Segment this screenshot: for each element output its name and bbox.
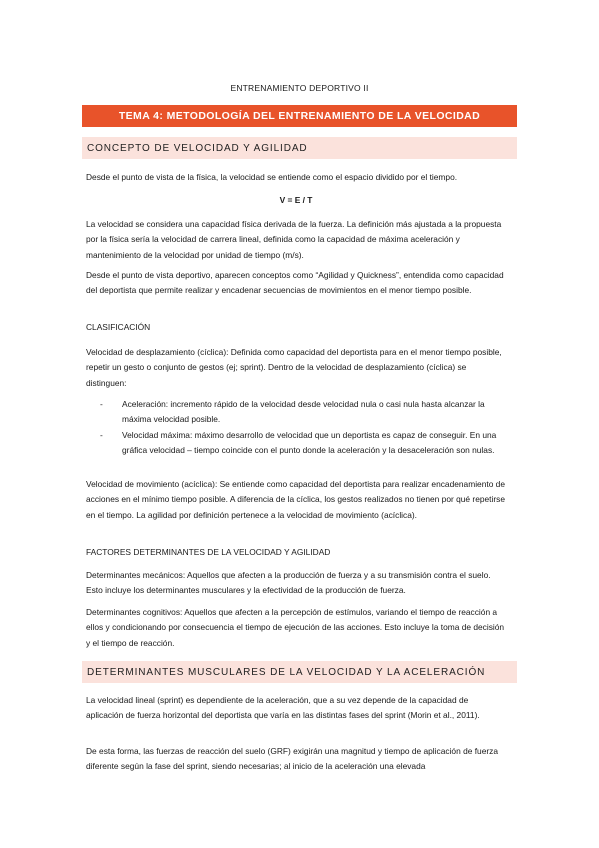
topic-title: TEMA 4: METODOLOGÍA DEL ENTRENAMIENTO DE LA VELOCIDAD <box>82 105 517 127</box>
bullet-dash: - <box>100 399 103 409</box>
heading-factores: FACTORES DETERMINANTES DE LA VELOCIDAD Y AGILIDAD <box>86 547 331 557</box>
paragraph-mechanical-determinants: Determinantes mecánicos: Aquellos que afecten a la producción de fuerza y a su transmisión contra el suelo. Esto incluye los determinantes musculares y la efectividad de la producción de fuerza. <box>86 570 491 596</box>
document-header: ENTRENAMIENTO DEPORTIVO II <box>230 83 369 93</box>
list-item <box>86 428 506 459</box>
velocity-formula: V = E / T <box>279 195 313 205</box>
bullet-text-max-velocity: Velocidad máxima: máximo desarrollo de velocidad que un deportista es capaz de conseguir. En una gráfica velocidad – tiempo coincide con el punto donde la aceleración y la desaceleración son nulas. <box>122 429 497 455</box>
paragraph-sport-definition: Desde el punto de vista deportivo, aparecen conceptos como “Agilidad y Quickness”, entendida como capacidad del deportista que permite realizar y encadenar secuencias de movimientos en el menor tiempo posible. <box>86 270 504 296</box>
list-item <box>86 397 506 428</box>
paragraph-cyclic-velocity: Velocidad de desplazamiento (cíclica): Definida como capacidad del deportista para en el menor tiempo posible, repetir un gesto o conjunto de gestos (ej; sprint). Dentro de la velocidad de desplazamiento (cíclica) se distinguen: <box>86 347 502 388</box>
paragraph-cognitive-determinants: Determinantes cognitivos: Aquellos que afecten a la percepción de estímulos, variando el tiempo de reacción a ellos y condicionando por consecuencia el tiempo de ejecución de las acciones. Esto incluye la toma de decisión y el tiempo de reacción. <box>86 607 505 648</box>
paragraph-ground-reaction: De esta forma, las fuerzas de reacción del suelo (GRF) exigirán una magnitud y tiempo de aplicación de fuerza diferente según la fase del sprint, siendo necesarias; al inicio de la aceleración una elevada <box>86 746 498 772</box>
heading-clasificacion: CLASIFICACIÓN <box>86 322 151 332</box>
paragraph-acyclic-velocity: Velocidad de movimiento (acíclica): Se entiende como capacidad del deportista para realizar encadenamiento de acciones en el mínimo tiempo posible. A diferencia de la cíclica, los gestos realizados no tienen por qué repetirse en el tiempo. La agilidad por definición pertenece a la velocidad de movimiento (acíclica). <box>86 479 505 520</box>
paragraph-physics-definition: Desde el punto de vista de la física, la velocidad se entiende como el espacio dividido por el tiempo. <box>86 172 458 182</box>
section-heading-muscular: DETERMINANTES MUSCULARES DE LA VELOCIDAD Y LA ACELERACIÓN <box>82 661 517 683</box>
paragraph-linear-velocity: La velocidad lineal (sprint) es dependiente de la aceleración, que a su vez depende de la capacidad de aplicación de fuerza horizontal del deportista que varía en las distintas fases del sprint (Morin et al., 2011). <box>86 695 480 721</box>
bullet-list <box>86 397 506 458</box>
bullet-dash: - <box>100 429 103 440</box>
paragraph-capacity-definition: La velocidad se considera una capacidad física derivada de la fuerza. La definición más ajustada a la propuesta por la física sería la velocidad de carrera lineal, definida como la capacidad de máxima aceleración y mantenimiento de la velocidad por unidad de tiempo (m/s). <box>86 219 502 260</box>
section-heading-concept: CONCEPTO DE VELOCIDAD Y AGILIDAD <box>82 137 517 159</box>
bullet-text-acceleration: Aceleración: incremento rápido de la velocidad desde velocidad nula o casi nula hasta alcanzar la máxima velocidad posible. <box>122 399 485 425</box>
